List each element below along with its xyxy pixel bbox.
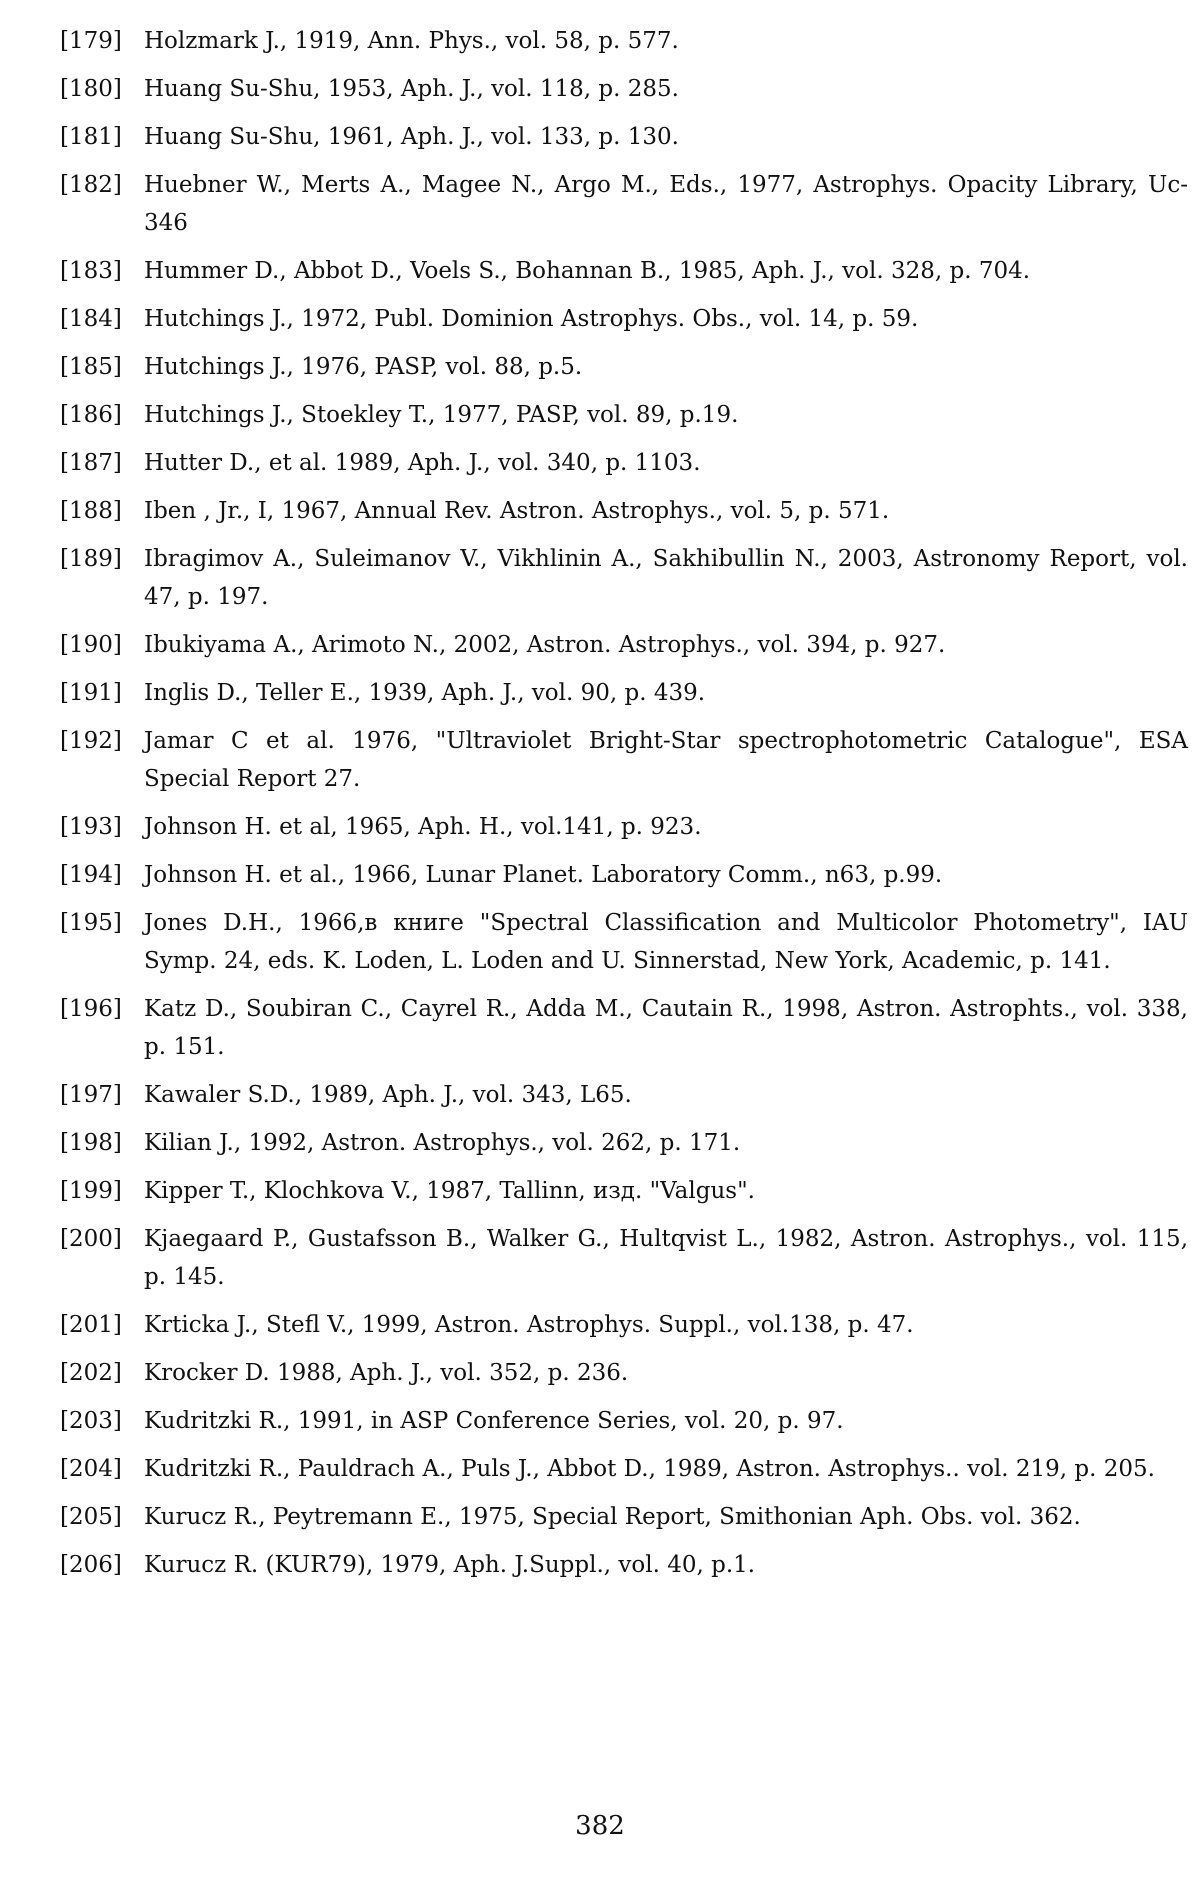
reference-text: Jamar C et al. 1976, "Ultraviolet Bright-Star spectrophotometric Catalogue", ESA Special Report 27.	[144, 728, 1188, 792]
reference-text: Hummer D., Abbot D., Voels S., Bohannan B., 1985, Aph. J., vol. 328, p. 704.	[144, 258, 1031, 284]
reference-text: Iben , Jr., I, 1967, Annual Rev. Astron. Astrophys., vol. 5, p. 571.	[144, 498, 890, 524]
reference-text: Holzmark J., 1919, Ann. Phys., vol. 58, p. 577.	[144, 28, 679, 54]
reference-entry	[60, 1546, 1188, 1584]
reference-text: Kjaegaard P., Gustafsson B., Walker G., Hultqvist L., 1982, Astron. Astrophys., vol. 115, p. 145.	[144, 1226, 1188, 1290]
reference-entry	[60, 856, 1188, 894]
reference-text: Jones D.H., 1966,в книге "Spectral Classification and Multicolor Photometry", IAU Symp. 24, eds. K. Loden, L. Loden and U. Sinnerstad, New York, Academic, p. 141.	[144, 910, 1188, 974]
reference-text: Kawaler S.D., 1989, Aph. J., vol. 343, L65.	[144, 1082, 632, 1108]
reference-entry	[60, 166, 1188, 242]
reference-entry	[60, 118, 1188, 156]
reference-number: [182]	[60, 172, 122, 198]
reference-entry	[60, 904, 1188, 980]
reference-number: [198]	[60, 1130, 122, 1156]
reference-text: Hutter D., et al. 1989, Aph. J., vol. 340, p. 1103.	[144, 450, 701, 476]
reference-entry	[60, 990, 1188, 1066]
reference-entry	[60, 300, 1188, 338]
reference-entry	[60, 348, 1188, 386]
reference-number: [180]	[60, 76, 122, 102]
reference-entry	[60, 1306, 1188, 1344]
reference-text: Hutchings J., 1976, PASP, vol. 88, p.5.	[144, 354, 583, 380]
reference-text: Kipper T., Klochkova V., 1987, Tallinn, изд. "Valgus".	[144, 1178, 755, 1204]
reference-number: [194]	[60, 862, 122, 888]
reference-entry	[60, 252, 1188, 290]
reference-number: [193]	[60, 814, 122, 840]
reference-number: [190]	[60, 632, 122, 658]
reference-entry	[60, 1076, 1188, 1114]
reference-number: [196]	[60, 996, 122, 1022]
reference-text: Katz D., Soubiran C., Cayrel R., Adda M., Cautain R., 1998, Astron. Astrophts., vol. 338, p. 151.	[144, 996, 1188, 1060]
reference-entry	[60, 1172, 1188, 1210]
reference-entry	[60, 70, 1188, 108]
page-number: 382	[575, 1811, 625, 1841]
reference-text: Inglis D., Teller E., 1939, Aph. J., vol. 90, p. 439.	[144, 680, 706, 706]
reference-entry	[60, 1220, 1188, 1296]
reference-number: [181]	[60, 124, 122, 150]
reference-text: Hutchings J., Stoekley T., 1977, PASP, vol. 89, p.19.	[144, 402, 739, 428]
reference-number: [185]	[60, 354, 122, 380]
reference-list	[60, 22, 1188, 1594]
reference-entry	[60, 1450, 1188, 1488]
reference-number: [206]	[60, 1552, 122, 1578]
reference-entry	[60, 492, 1188, 530]
reference-text: Huang Su-Shu, 1961, Aph. J., vol. 133, p. 130.	[144, 124, 679, 150]
reference-entry	[60, 722, 1188, 798]
reference-number: [184]	[60, 306, 122, 332]
reference-number: [200]	[60, 1226, 122, 1252]
reference-entry	[60, 1498, 1188, 1536]
reference-text: Johnson H. et al, 1965, Aph. H., vol.141, p. 923.	[144, 814, 702, 840]
reference-entry	[60, 1402, 1188, 1440]
reference-number: [195]	[60, 910, 122, 936]
reference-number: [203]	[60, 1408, 122, 1434]
reference-number: [186]	[60, 402, 122, 428]
reference-text: Hutchings J., 1972, Publ. Dominion Astrophys. Obs., vol. 14, p. 59.	[144, 306, 919, 332]
reference-number: [201]	[60, 1312, 122, 1338]
reference-number: [192]	[60, 728, 122, 754]
reference-number: [183]	[60, 258, 122, 284]
reference-number: [199]	[60, 1178, 122, 1204]
reference-text: Huang Su-Shu, 1953, Aph. J., vol. 118, p. 285.	[144, 76, 679, 102]
reference-entry	[60, 444, 1188, 482]
reference-text: Johnson H. et al., 1966, Lunar Planet. Laboratory Comm., n63, p.99.	[144, 862, 943, 888]
reference-number: [205]	[60, 1504, 122, 1530]
reference-text: Kilian J., 1992, Astron. Astrophys., vol. 262, p. 171.	[144, 1130, 741, 1156]
reference-entry	[60, 674, 1188, 712]
reference-entry	[60, 1124, 1188, 1162]
reference-entry	[60, 626, 1188, 664]
reference-text: Kurucz R., Peytremann E., 1975, Special Report, Smithonian Aph. Obs. vol. 362.	[144, 1504, 1081, 1530]
reference-number: [179]	[60, 28, 122, 54]
reference-entry	[60, 396, 1188, 434]
reference-entry	[60, 22, 1188, 60]
reference-entry	[60, 1354, 1188, 1392]
reference-number: [197]	[60, 1082, 122, 1108]
reference-number: [204]	[60, 1456, 122, 1482]
reference-text: Huebner W., Merts A., Magee N., Argo M., Eds., 1977, Astrophys. Opacity Library, Uc-346	[144, 172, 1188, 236]
reference-entry	[60, 808, 1188, 846]
reference-text: Ibukiyama A., Arimoto N., 2002, Astron. Astrophys., vol. 394, p. 927.	[144, 632, 946, 658]
reference-text: Krocker D. 1988, Aph. J., vol. 352, p. 236.	[144, 1360, 629, 1386]
reference-entry	[60, 540, 1188, 616]
reference-number: [188]	[60, 498, 122, 524]
reference-number: [189]	[60, 546, 122, 572]
reference-text: Krticka J., Stefl V., 1999, Astron. Astrophys. Suppl., vol.138, p. 47.	[144, 1312, 914, 1338]
reference-text: Kurucz R. (KUR79), 1979, Aph. J.Suppl., vol. 40, p.1.	[144, 1552, 756, 1578]
reference-text: Kudritzki R., Pauldrach A., Puls J., Abbot D., 1989, Astron. Astrophys.. vol. 219, p. 205.	[144, 1456, 1155, 1482]
reference-text: Ibragimov A., Suleimanov V., Vikhlinin A., Sakhibullin N., 2003, Astronomy Report, vol. 47, p. 197.	[144, 546, 1188, 610]
reference-number: [187]	[60, 450, 122, 476]
reference-text: Kudritzki R., 1991, in ASP Conference Series, vol. 20, p. 97.	[144, 1408, 844, 1434]
reference-number: [191]	[60, 680, 122, 706]
reference-number: [202]	[60, 1360, 122, 1386]
